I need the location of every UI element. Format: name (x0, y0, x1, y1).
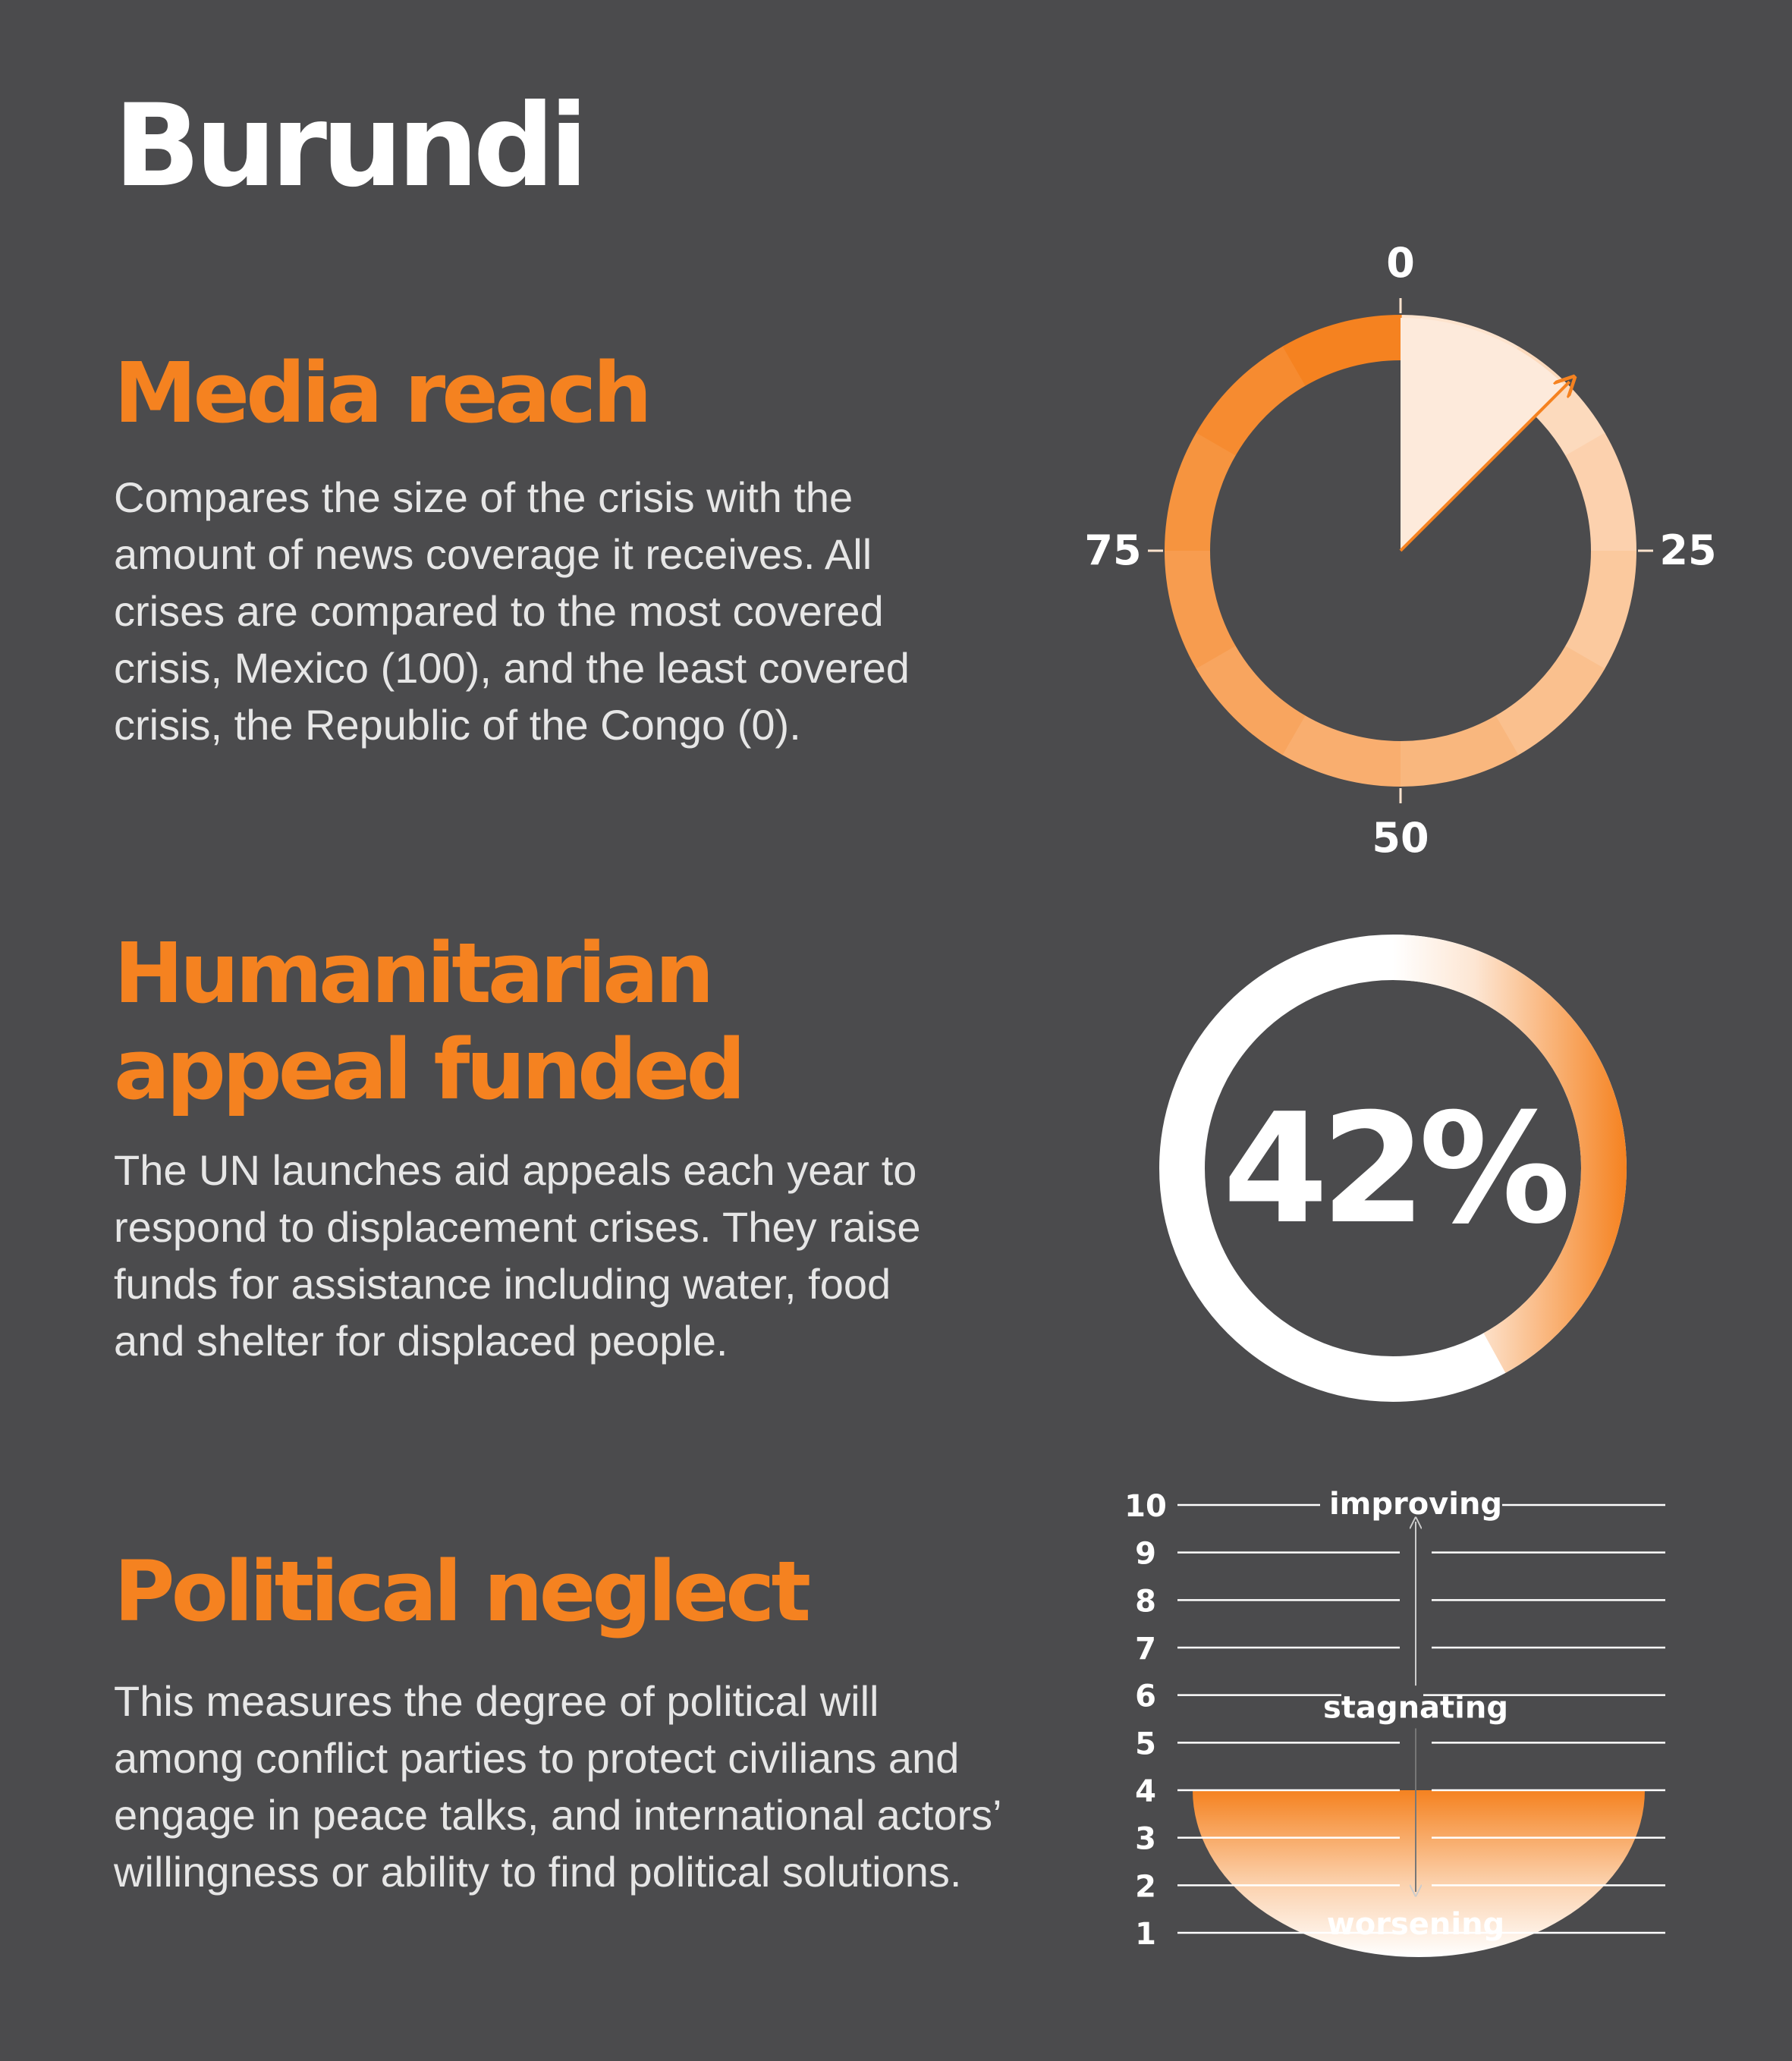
description-line: willingness or ability to find political solutions. (114, 1848, 962, 1896)
gauge-ring-segment (1565, 433, 1636, 552)
description-line: funds for assistance including water, food (114, 1260, 891, 1308)
description-line: crisis, Mexico (100), and the least covered (114, 644, 910, 692)
gauge-tick-label: 75 (1084, 526, 1142, 574)
scale-level-label: 10 (1124, 1489, 1167, 1524)
description-line: Compares the size of the crisis with the (114, 473, 854, 521)
description-line: The UN launches aid appeals each year to (114, 1146, 917, 1194)
description-line: crisis, the Republic of the Congo (0). (114, 701, 801, 749)
appeal-heading-line: Humanitarian (114, 925, 711, 1022)
gauge-value-wedge (1401, 318, 1565, 551)
description-line: and shelter for displaced people. (114, 1317, 728, 1365)
description-line: respond to displacement crises. They raise (114, 1203, 921, 1251)
gauge-ring-segment (1165, 549, 1236, 668)
gauge-ring-segment (1283, 315, 1402, 386)
scale-level-label: 4 (1135, 1774, 1156, 1809)
donut-value-label: 42% (1222, 1081, 1564, 1258)
media-reach-gauge (1084, 239, 1716, 862)
description-line: crises are compared to the most covered (114, 587, 884, 635)
gauge-ring-segment (1495, 646, 1605, 756)
political-neglect-scale (1124, 1487, 1665, 1957)
scale-level-label: 9 (1135, 1536, 1156, 1572)
scale-annotation-bottom: worsening (1326, 1907, 1505, 1942)
scale-annotation-middle: stagnating (1323, 1690, 1508, 1726)
scale-level-label: 5 (1135, 1726, 1156, 1762)
gauge-tick-label: 25 (1659, 526, 1717, 574)
scale-annotation-top: improving (1328, 1487, 1503, 1522)
scale-level-label: 1 (1135, 1917, 1156, 1952)
gauge-tick-label: 0 (1386, 239, 1415, 287)
scale-level-label: 8 (1135, 1584, 1156, 1620)
appeal-heading-line: appeal funded (114, 1020, 743, 1118)
description-line: among conflict parties to protect civilians and (114, 1734, 960, 1782)
gauge-tick-label: 50 (1372, 814, 1429, 862)
media-reach-heading: Media reach (114, 344, 649, 441)
scale-level-label: 6 (1135, 1679, 1156, 1714)
description-line: amount of news coverage it receives. All (114, 530, 872, 578)
appeal-funded-donut (1182, 935, 1627, 1379)
page-title: Burundi (114, 80, 583, 212)
gauge-ring-segment (1196, 346, 1306, 456)
description-line: engage in peace talks, and international actors’ (114, 1791, 1002, 1839)
scale-level-label: 7 (1135, 1632, 1156, 1667)
gauge-ring-segment (1399, 715, 1518, 787)
gauge-ring-segment (1196, 645, 1306, 755)
description-line: This measures the degree of political will (114, 1677, 879, 1725)
political-neglect-heading: Political neglect (114, 1543, 808, 1640)
scale-level-label: 2 (1135, 1869, 1156, 1905)
scale-level-label: 3 (1135, 1821, 1156, 1857)
